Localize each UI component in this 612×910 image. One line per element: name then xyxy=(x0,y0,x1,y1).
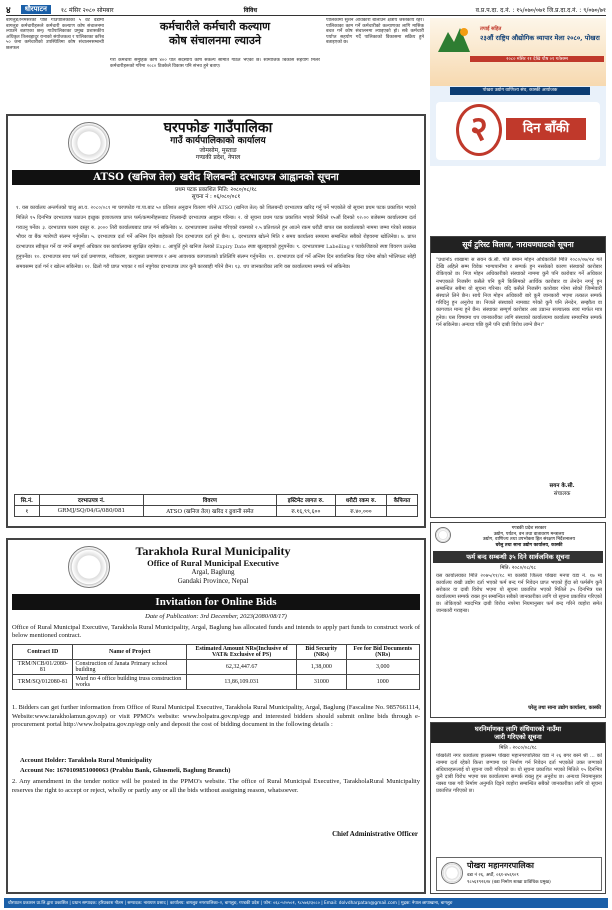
table-header: कैफियत xyxy=(387,495,418,506)
table-header: Fee for Bid Documents (NRs) xyxy=(346,645,419,660)
table-header: सि.नं. xyxy=(15,495,40,506)
table-cell: 31000 xyxy=(297,675,346,690)
table-header-row xyxy=(13,645,420,660)
table-cell: 3,000 xyxy=(346,660,419,675)
tarakhola-notice xyxy=(6,538,426,894)
tarakhola-office: Office of Rural Municipal Executive xyxy=(147,558,279,568)
surya-signer-name: सयन के.सी. xyxy=(549,483,575,489)
pokhara-office: पोखरा महानगरपालिका xyxy=(467,860,534,870)
tarakhola-place-2: Gandaki Province, Nepal xyxy=(177,576,249,585)
expo-line-3: २०८० मंसिर २१ देखि पौष ०१ गतेसम्म xyxy=(470,56,604,62)
construction-notice xyxy=(430,722,606,894)
surya-signer-role: संचालक xyxy=(553,491,571,497)
expo-line-4: पोखरा उद्योग वाणिज्य संघ, कास्की आयोजक xyxy=(450,87,590,95)
issue-date: १८ मंसिर २०८० सोमबार xyxy=(60,6,114,14)
notice-heading xyxy=(118,120,318,161)
table-header: Name of Project xyxy=(73,645,187,660)
firm-notice-sign: घरेलु तथा साना उद्योग कार्यालय, कास्की xyxy=(528,705,601,711)
page-footer xyxy=(4,898,608,908)
bidding-paragraph-1: 1. Bidders can get further information from Office of Rural Municipal Executive, Tarakhola Rural Municipality, Argal, Baglung (Fascaline No. 9857661114, Website:www.tarakholamun.gov.np) or visit PPMO's website: www.bolpatra.gov.np/egp and interested bidders should submit online bids through e-procurement portal http://www.bolpatra.gov.np/egp only and deposit the cost of bidding document in the following details : xyxy=(12,704,420,729)
bids-table xyxy=(12,644,420,690)
table-cell: Ward no 4 office building truss construction works xyxy=(73,675,187,690)
pokhara-office-sub-1: वडा नं २६, अर्घौ, ०६१-४५६९०९ xyxy=(467,873,519,878)
expo-logo-icon xyxy=(436,24,472,54)
account-holder: Account Holder: Tarakhola Rural Municipality xyxy=(20,757,152,764)
countdown-label: दिन बाँकी xyxy=(506,118,586,140)
surya-tourist-notice xyxy=(430,236,606,518)
firm-notice-body: यस कार्यालयका मिति २०७५/११/१८ मा कास्की जिल्ला पोखरा मनपा वडा नं. १७ मा कार्यालय राखी उद्योग दर्ता भएको फर्म बन्द गर्न निवेदन प्राप्त भएको हुँदा सो फर्मसँग कुनै सरोकार वा दाबी विरोध भएमा यो सूचना प्रकाशित भएको मितिले ३५ दिनभित्र यस कार्यालयमा सम्पर्क राख्न हुन सम्बन्धित सबैको जानकारीका लागि यो सूचना प्रकाशित गरिएको छ। तोकिएको म्यादभित्र दाबी विरोध नपरेमा नियमानुसार फर्म बन्द गरिने व्यहोरा समेत जानकारी गराइन्छ। xyxy=(436,573,602,615)
office-province: गण्डकी प्रदेश, नेपाल xyxy=(195,154,241,161)
footer-text: धौरपाटन प्रकाशन प्रा.लि.द्वारा प्रकाशित | प्रधान सम्पादक: हरिप्रकाश गौतम | सम्पादक: नारायण प्रसाद | कार्यालय: बागलुङ नगरपालिका–२, बागलुङ, गण्डकी प्रदेश | फोन: ०६८-५२०५०१, ९८५७६२३०८० | Email: dolvdharpatan@gmail.com | मुद्रक: नेपाल छापाखाना, बागलुङ xyxy=(8,901,453,906)
gov-line-2: उद्योग, पर्यटन, वन तथा वातावरण मन्त्रालय xyxy=(493,531,565,537)
table-header: Estimated Amount NRs(Inclusive of VAT& Exclusive of PS) xyxy=(187,645,297,660)
expo-line-2: २३औं राष्ट्रिय औद्योगिक व्यापार मेला २०८०, पोखरा xyxy=(480,34,600,42)
tarakhola-intro: Office of Rural Municipal Executive, Tarakhola Rural Municipality, Argal, Baglung has allocated funds and intends to apply part funds to construct work of below mentioned contract. xyxy=(12,624,420,639)
countdown-number: २ xyxy=(456,104,502,156)
invitation-band: Invitation for Online Bids xyxy=(12,594,420,610)
notice-title-band: ATSO (खनिज तेल) खरीद शिलबन्दी दरभाउपत्र आह्वानको सूचना xyxy=(12,170,420,185)
table-cell: 1000 xyxy=(346,675,419,690)
gharpajhong-notice xyxy=(6,114,426,528)
tarakhola-heading xyxy=(108,544,318,585)
table-header: विवरण xyxy=(143,495,276,506)
registration-line: व.प्र.प.दा. द.नं. : १५/०७०/०७१ जि.प्र.दा.द.नं. : ९/०७०/७१ xyxy=(475,6,606,14)
construction-notice-title xyxy=(431,723,605,743)
office-name: गाउँ कार्यपालिकाको कार्यालय xyxy=(170,136,266,146)
bidding-paragraph-2: 2. Any amendment in the tender notice will be posted in the PPMO's website. The office of Rural Municipal Executive, TarakholaRural Municipality reserves the right to accept or reject, wholly or partly any or all the bids without assigning reason, whatsoever. xyxy=(12,778,420,794)
account-number: Account No: 1670109851000063 (Prabhu Bank, Ghusmeli, Baglung Branch) xyxy=(20,767,231,774)
table-cell: 13,86,109.031 xyxy=(187,675,297,690)
article-col-2: गरी कर्मचारी समुहिक कोष ४०० पति सदस्यीय कोष संकल्प समिति गठित भएको छ। सामाजिक बिकास सहयोग मिलेर कर्मचारीहरूको गरिमा २०८० ठिक्केले विकास पनि संभव हुने बताए। xyxy=(110,58,320,69)
notice-pub-date: प्रथम पटक प्रकाशित मिति: २०८०/०८/१८ xyxy=(175,187,257,193)
notice-table xyxy=(14,494,418,517)
expo-ad xyxy=(430,18,606,166)
table-header: इस्टिमेट लागत रु. xyxy=(276,495,335,506)
signature-title: Chief Administrative Officer xyxy=(332,830,418,838)
table-cell: 1,38,000 xyxy=(297,660,346,675)
pokhara-metro-stamp xyxy=(436,857,602,891)
gov-line-3: उद्योग, वाणिज्य तथा उपभोक्ता हित संरक्षण निर्देशनालय xyxy=(482,537,576,543)
notice-number: सूचना नं : ०६/०८०/०८१ xyxy=(191,194,241,200)
expo-banner xyxy=(430,18,606,86)
municipality-name: घरपफोङ गाउँपालिका xyxy=(163,120,273,136)
table-header: Contract ID xyxy=(13,645,73,660)
firm-closure-notice xyxy=(430,522,606,718)
surya-notice-title: सूर्य टुरिस्ट विलाज, नारायणघाटको सूचना xyxy=(431,237,605,253)
table-header: धरौटी रकम रु. xyxy=(335,495,386,506)
article-col-1: बागलुङ/निमसरको पछि गाउँपालिकाका ५ वटै वडामा बागलुङ कर्मचारीहरूले कर्मचारी कल्याण कोष संचालनमा ल्याउने बताएका छन्। गाउँपालिकाका प्रमुख प्रशासकीय अधिकृत तिलबहादुर रानाको संयोजकत्व र पालिकाका करिब ५० जना कर्मचारीको उपस्थितिमा कोष संचालनसम्बन्धी छलफल xyxy=(6,18,104,51)
nepal-emblem-icon xyxy=(435,527,451,543)
firm-notice-date: मिति: २०८०/०८/१८ xyxy=(500,565,536,571)
pokhara-office-sub-2: ९८५६१९२६२४ (वडा निर्माण शाखा प्राविधिक प्रमुख) xyxy=(467,880,551,885)
construction-notice-date: मिति : २०८०/०८/१८ xyxy=(499,745,537,751)
nepal-emblem-icon xyxy=(441,862,463,884)
table-cell: GRMJ/SQ/04/G/080/081 xyxy=(39,506,143,517)
table-cell: TRM/NCB/01/2080-81 xyxy=(13,660,73,675)
nepal-emblem-icon xyxy=(68,546,110,588)
table-row xyxy=(15,506,418,517)
nepal-emblem-icon xyxy=(68,122,110,164)
table-cell: 62,32,447.67 xyxy=(187,660,297,675)
firm-notice-band: फर्म बन्द सम्बन्धी ३५ दिने सार्वजनिक सूचना xyxy=(433,551,603,563)
countdown xyxy=(436,102,600,160)
table-header: दरभाउपत्र नं. xyxy=(39,495,143,506)
table-header: Bid Security (NRs) xyxy=(297,645,346,660)
publication-date: Date of Publication: 3rd December, 2023(2080/08/17) xyxy=(145,613,287,620)
table-cell: Construction of Janata Primary school building xyxy=(73,660,187,675)
surya-notice-body: "प्रधानोंऽ शाखामा स सयन के.सी. पति बमान मोहन अधिकारीले मिति २०८०/०७/२४ गते देखि अहिले सम्म विवेक भाग्यपानीमा र सम्पर्क हुन नसकेको कारण संस्थाको कारोबार रोकिएको छ। निज मोहन अधिकारीको संस्थाको नाममा कुनै पनि कारोबार गर्ने अधिकार नभएकाले निजसँग कसैले पनि कुनै किसिमको आर्थिक कारोबार वा लेनदेन नगर्नु हुन सम्बन्धित सबैमा यो सूचना गरिन्छ। यदि कसैले निजसँग कारोबार गरेमा सोको जिम्मेवारी संस्थाले लिने छैन। साथै निज मोहन अधिकारी बारे कुनै जानकारी भएमा तत्काल सम्पर्क गरिदिनु हुन अनुरोध छ। निजले संस्थाको नामबाट गरेको कुनै पनि लेनदेन, सम्झौता वा कागजात मान्य हुने छैन। संस्थाका सम्पूर्ण कारोबार अब उप्रान्त सञ्चालक स्वयं मार्फत मात्र हुनेछ। यस विषयमा थप जानकारीका लागि संस्थाको कार्यालयमा कार्यालय समयभित्र सम्पर्क गर्न सकिनेछ। अन्यथा पछि कुनै पनि दाबी विरोध लाग्ने छैन।" xyxy=(436,257,602,328)
table-row xyxy=(13,660,420,675)
tarakhola-title: Tarakhola Rural Municipality xyxy=(135,544,291,558)
notice-body: १. यस कार्यालय अन्तर्गतको चालु आ.व. २०८०/०८१ मा घरपफोङ गा.पा.बाट ५० प्रतिशत अनुदान वितरण गरिने ATSO (खनिज तेल) को शिलबन्दी दरभाउपत्र खरिद गर्नु पर्ने भएकोले यो सूचना प्रथम पटक प्रकाशित भएको मितिले १५ दिनभित्र दरभाउपत्र पठाउन इच्छुक इजाजतपत्र प्राप्त फर्म/कम्पनीहरूबाट शिलबन्दी दरभाउपत्र आह्वान गरिन्छ। २. यो सूचना प्रथम पटक प्रकाशित भएको मितिले १५औं दिनको १२:०० बजेसम्म कार्यालयमा दर्ता गराउनु पर्नेछ। ३. दरभाउपत्र फारम दस्तुर रु. ३००० तिरी कार्यालयबाट प्राप्त गर्न सकिनेछ। ४. दरभाउपत्रमा उल्लेख गरिएको रकमको २.५ प्रतिशतले हुन आउने रकम धरौटी बापत यस कार्यालयको नाममा जम्मा गरेको सक्कल भौचर वा बैंक ग्यारेण्टी संलग्न गर्नुपर्नेछ। ५. दरभाउपत्र दर्ता गर्ने अन्तिम दिन बाहेकको दिन दरभाउपत्र दर्ता हुने छैन। ६. दरभाउपत्र खोल्ने मिति र समय कार्यालय समयमा सम्बन्धित सबैको रोहवरमा खोलिनेछ। ७. प्राप्त दरभाउपत्र स्वीकृत गर्ने वा नगर्ने सम्पूर्ण अधिकार यस कार्यालयमा सुरक्षित रहनेछ। ८. आपूर्ति हुने खनिज तेलको Expiry Date स्पष्ट खुलाइएको हुनुपर्नेछ। ९. दरभाउपत्रमा Labelling र प्याकेजिङको स्पष्ट विवरण उल्लेख हुनुपर्नेछ। १०. दरभाउपत्र साथ फर्म दर्ता प्रमाणपत्र, नवीकरण, करचुक्ता प्रमाणपत्र र अन्य आवश्यक कागजातको प्रतिलिपि संलग्न गर्नुपर्नेछ। ११. दरभाउपत्र दर्ता गर्ने अन्तिम दिन सार्वजनिक बिदा परेमा सोको भोलिपल्ट सोही समयसम्म दर्ता गर्न र खोल्न सकिनेछ। १२. ढिलो गरी प्राप्त भएका र शर्त नपुगेका दरभाउपत्र उपर कुनै कारबाही गरिने छैन। १३. थप जानकारीका लागि यस कार्यालयमा सम्पर्क गर्न सकिनेछ। xyxy=(16,205,416,270)
expo-line-1: तपाईं सहित xyxy=(480,26,502,32)
table-cell: ATSO (खनिज तेल) खरिद र ढुवानी समेत xyxy=(143,506,276,517)
headline-line-1: कर्मचारीले कर्मचारी कल्याण xyxy=(159,20,271,33)
masthead: धौरपाटन xyxy=(21,5,51,14)
table-cell xyxy=(387,506,418,517)
top-article xyxy=(6,18,426,88)
gov-heading xyxy=(455,526,603,548)
tarakhola-place-1: Argal, Baglung xyxy=(191,568,235,576)
office-place: जोमसोम, मुस्ताङ xyxy=(199,147,237,154)
table-cell: रु.४०,००० xyxy=(335,506,386,517)
gov-line-1: गण्डकी प्रदेश सरकार xyxy=(511,526,547,531)
table-header-row xyxy=(15,495,418,506)
table-cell: TRM/SQ/012080-81 xyxy=(13,675,73,690)
gov-line-4: घरेलु तथा साना उद्योग कार्यालय, कास्की xyxy=(495,542,563,548)
page-number: ४ xyxy=(6,6,11,16)
article-col-3: पालिकामा सुशन अधिकारी बोलाउने क्षेत्रीय जस्तकार्य रहेर। पालिकाका काम गर्ने कर्मचारीको कल्याणका लागि मासिक बचत गर्ने कोष संचालनमा ल्याइएको हो। सबै कर्मचारी पर्याप्त सहयोग गर्दै पालिकाको विकासमा सक्रिय हुने बताइएको छ। xyxy=(326,18,424,46)
construction-notice-body: पोखरेली नगर कार्यालय हालसम्म पोखरा महानगरपालिका वडा नं २६ बगर बस्ने श्री ... को नाममा दर्ता रहेको कित्ता जग्गामा घर निर्माण गर्न निवेदन दर्ता भएकोले उक्त जग्गाको संधियारहरूलाई यो सूचना जारी गरिएको छ। यो सूचना प्रकाशित भएको मितिले १५ दिनभित्र कुनै दाबी विरोध भएमा यस कार्यालयमा सम्पर्क राख्नु हुन अनुरोध छ। अन्यथा नियमानुसार नक्सा पास गरी निर्माण अनुमति दिइने व्यहोरा सम्बन्धित सबैको जानकारीका लागि यो सूचना प्रकाशित गरिएको छ। xyxy=(436,753,602,794)
section-title: विविध xyxy=(243,6,258,14)
construction-title-2: जारी गरिएको सूचना xyxy=(494,733,542,741)
headline-line-2: कोष संचालनमा ल्याउने xyxy=(169,34,261,47)
construction-title-1: घरनिर्माणका लागि संधियारको नाउँमा xyxy=(474,725,562,733)
table-cell: रु.१६,९९,६०० xyxy=(276,506,335,517)
article-headline xyxy=(110,20,320,48)
table-row xyxy=(13,675,420,690)
table-cell: १ xyxy=(15,506,40,517)
page-header xyxy=(6,4,606,16)
